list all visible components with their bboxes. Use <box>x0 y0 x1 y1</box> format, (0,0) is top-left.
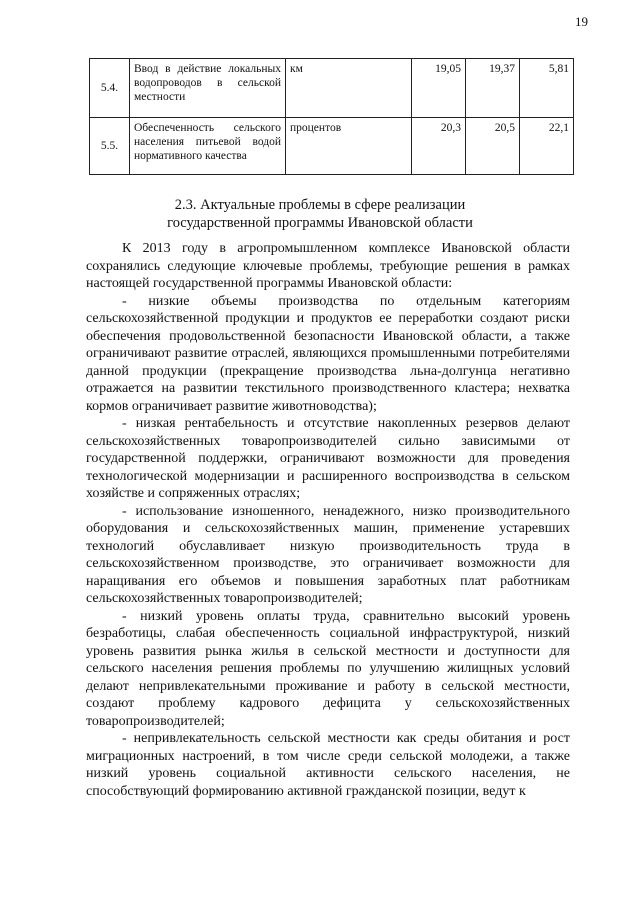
section-heading-line-2: государственной программы Ивановской области <box>167 215 473 231</box>
table-row <box>90 59 574 118</box>
unit: км <box>286 59 412 118</box>
value-3: 5,81 <box>520 59 574 118</box>
table-row <box>90 118 574 175</box>
paragraph-problem-5: - непривлекательность сельской местности как среды обитания и рост миграционных настроений, в том числе среди сельской молодежи, а также низкий уровень социальной активности сельского населения, не способствующий формированию активной гражданской позиции, ведут к <box>86 731 570 799</box>
value-1: 20,3 <box>412 118 466 175</box>
row-number: 5.5. <box>90 118 130 175</box>
value-2: 20,5 <box>466 118 520 175</box>
paragraph-problem-2: - низкая рентабельность и отсутствие накопленных резервов делают сельскохозяйственных товаропроизводителей сильно зависимыми от государственной поддержки, ограничивают возможности для проведения технологической модернизации и расширенного воспроизводства в сельском хозяйстве и сопряженных отраслях; <box>86 416 570 501</box>
value-3: 22,1 <box>520 118 574 175</box>
section-heading-line-1: 2.3. Актуальные проблемы в сфере реализации <box>174 197 466 213</box>
section-heading <box>80 196 560 232</box>
paragraph-problem-3: - использование изношенного, ненадежного, низко производительного оборудования и сельскохозяйственных машин, применение устаревших технологий обуславливает низкую производительность труда в сельскохозяйственном производстве, это ограничивает возможности для наращивания его объемов и повышения заработных плат работникам сельскохозяйственных товаропроизводителей; <box>86 503 570 606</box>
value-1: 19,05 <box>412 59 466 118</box>
indicators-table <box>89 58 574 175</box>
row-number: 5.4. <box>90 59 130 118</box>
paragraph-intro: К 2013 году в агропромышленном комплексе Ивановской области сохранялись следующие ключевые проблемы, требующие решения в рамках настоящей государственной программы Ивановской области: <box>86 241 570 291</box>
page-number: 19 <box>575 14 588 29</box>
unit: процентов <box>286 118 412 175</box>
indicator-name: Ввод в действие локальных водопроводов в сельской местности <box>130 59 286 118</box>
indicator-name: Обеспеченность сельского населения питьевой водой нормативного качества <box>130 118 286 175</box>
body-text <box>86 240 570 800</box>
paragraph-problem-4: - низкий уровень оплаты труда, сравнительно высокий уровень безработицы, слабая обеспеченность социальной инфраструктурой, низкий уровень развития рынка жилья в сельской местности и доступности для сельского населения решения проблемы по улучшению жилищных условий делают непривлекательными проживание и работу в сельской местности, создают проблему кадрового дефицита у сельскохозяйственных товаропроизводителей; <box>86 608 570 729</box>
paragraph-problem-1: - низкие объемы производства по отдельным категориям сельскохозяйственной продукции и продуктов ее переработки создают риски обеспечения продовольственной безопасности Ивановской области, а также ограничивают развитие отраслей, являющихся промышленными потребителями данной продукции (прекращение производства льна-долгунца негативно отражается на развитии текстильного производственного кластера; нехватка кормов ограничивает развитие животноводства); <box>86 293 570 414</box>
value-2: 19,37 <box>466 59 520 118</box>
